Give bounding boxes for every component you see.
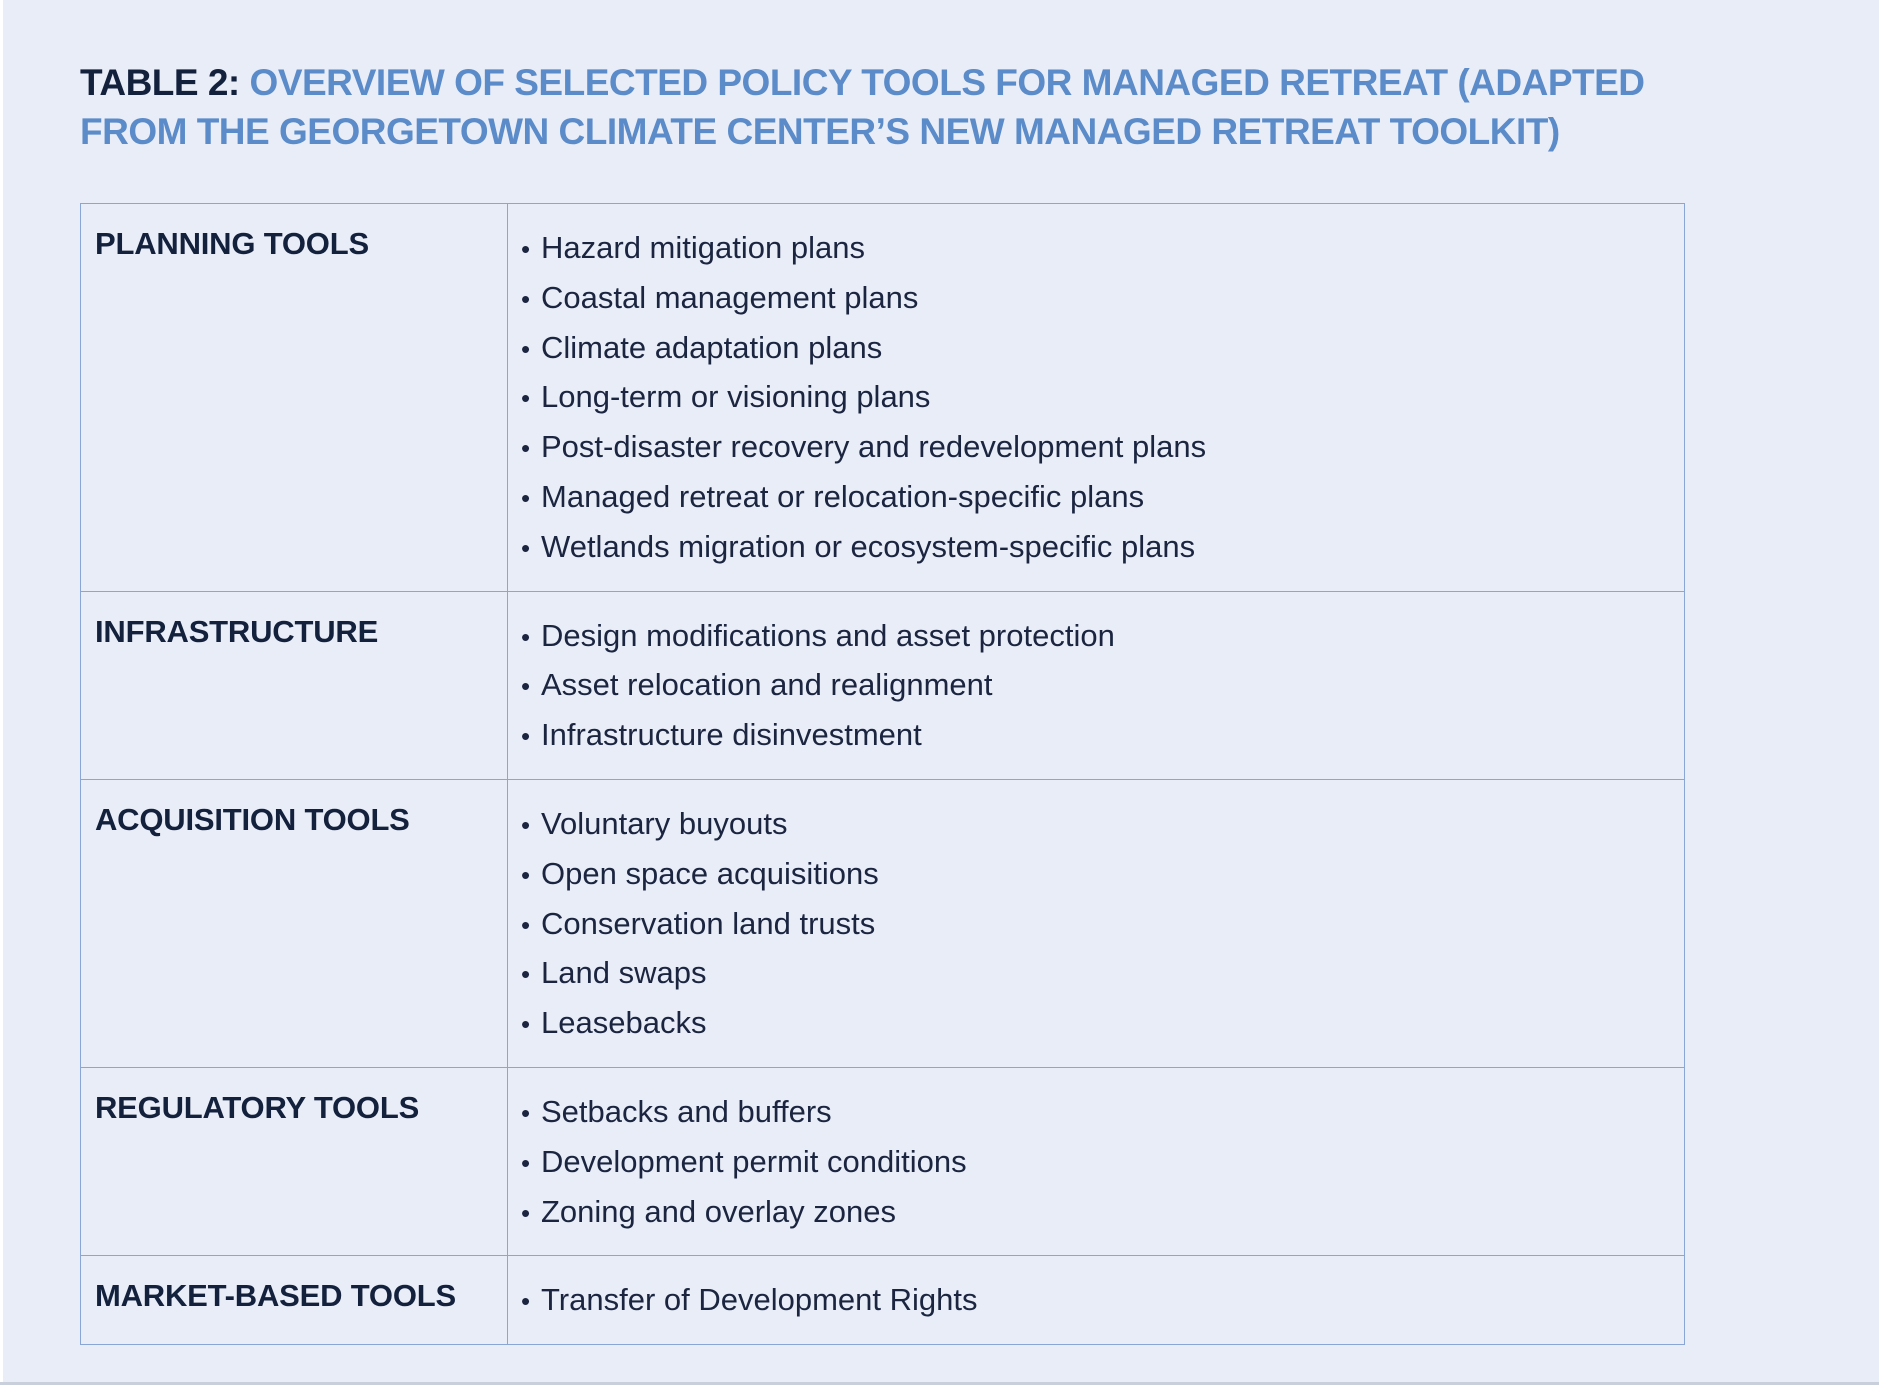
items-cell [508,1256,1685,1345]
category-cell: MARKET-BASED TOOLS [81,1256,508,1345]
list-item-text: Coastal management plans [541,279,919,315]
items-cell [508,779,1685,1067]
list-item [521,661,1684,711]
list-item-text: Setbacks and buffers [541,1093,832,1129]
bullet-icon: • [521,383,531,414]
table-title-prefix: TABLE 2: [80,62,240,103]
list-item [521,850,1684,900]
tool-list [521,800,1684,1049]
tool-list [521,1276,1684,1326]
list-item [521,324,1684,374]
list-item-text: Climate adaptation plans [541,329,883,365]
policy-tools-table-body [81,204,1685,1345]
bullet-icon: • [521,671,531,702]
table-title [80,58,1700,156]
list-item [521,711,1684,761]
bullet-icon: • [521,1147,531,1178]
items-cell [508,1067,1685,1255]
list-item-text: Managed retreat or relocation-specific plans [541,478,1145,514]
bullet-icon: • [521,1009,531,1040]
list-item [521,1276,1684,1326]
list-item [521,523,1684,573]
list-item-text: Development permit conditions [541,1143,967,1179]
list-item-text: Conservation land trusts [541,905,876,941]
table-row [81,1256,1685,1345]
list-item-text: Hazard mitigation plans [541,230,865,265]
list-item [521,1188,1684,1238]
bullet-icon: • [521,283,531,314]
list-item [521,612,1684,662]
table-row [81,591,1685,779]
list-item [521,373,1684,423]
bullet-icon: • [521,809,531,840]
list-item [521,473,1684,523]
table-row [81,1067,1685,1255]
bullet-icon: • [521,333,531,364]
list-item-text: Voluntary buyouts [541,805,788,841]
list-item [521,999,1684,1049]
table-title-text: OVERVIEW OF SELECTED POLICY TOOLS FOR MANAGED RETREAT (ADAPTED FROM THE GEORGETOWN CLIMATE CENTER’S NEW MANAGED RETREAT TOOLKIT) [80,62,1645,152]
bullet-icon: • [521,433,531,464]
category-cell: ACQUISITION TOOLS [81,779,508,1067]
bullet-icon: • [521,909,531,940]
category-cell: REGULATORY TOOLS [81,1067,508,1255]
tool-list [521,612,1684,761]
list-item [521,949,1684,999]
table-row [81,779,1685,1067]
bullet-icon: • [521,1286,531,1317]
list-item-text: Open space acquisitions [541,855,879,891]
list-item [521,900,1684,950]
items-cell [508,204,1685,592]
tool-list [521,224,1684,573]
items-cell [508,591,1685,779]
list-item-text: Wetlands migration or ecosystem-specific plans [541,528,1196,564]
bullet-icon: • [521,621,531,652]
bullet-icon: • [521,721,531,752]
list-item [521,800,1684,850]
bullet-icon: • [521,1197,531,1228]
list-item [521,1088,1684,1138]
bullet-icon: • [521,959,531,990]
list-item-text: Infrastructure disinvestment [541,717,922,753]
bullet-icon: • [521,859,531,890]
category-cell: PLANNING TOOLS [81,204,508,592]
bullet-icon: • [521,234,531,264]
policy-tools-table [80,203,1685,1345]
list-item-text: Design modifications and asset protection [541,617,1115,653]
category-cell: INFRASTRUCTURE [81,591,508,779]
list-item-text: Post-disaster recovery and redevelopment plans [541,429,1207,465]
bullet-icon: • [521,482,531,513]
list-item-text: Asset relocation and realignment [541,667,993,703]
table-row [81,204,1685,592]
list-item [521,274,1684,324]
bullet-icon: • [521,532,531,563]
list-item [521,1138,1684,1188]
list-item-text: Leasebacks [541,1005,707,1041]
list-item-text: Land swaps [541,955,707,991]
tool-list [521,1088,1684,1237]
bullet-icon: • [521,1097,531,1128]
list-item-text: Long-term or visioning plans [541,379,931,415]
list-item [521,224,1684,274]
list-item-text: Transfer of Development Rights [541,1282,978,1318]
list-item-text: Zoning and overlay zones [541,1193,897,1229]
list-item [521,423,1684,473]
